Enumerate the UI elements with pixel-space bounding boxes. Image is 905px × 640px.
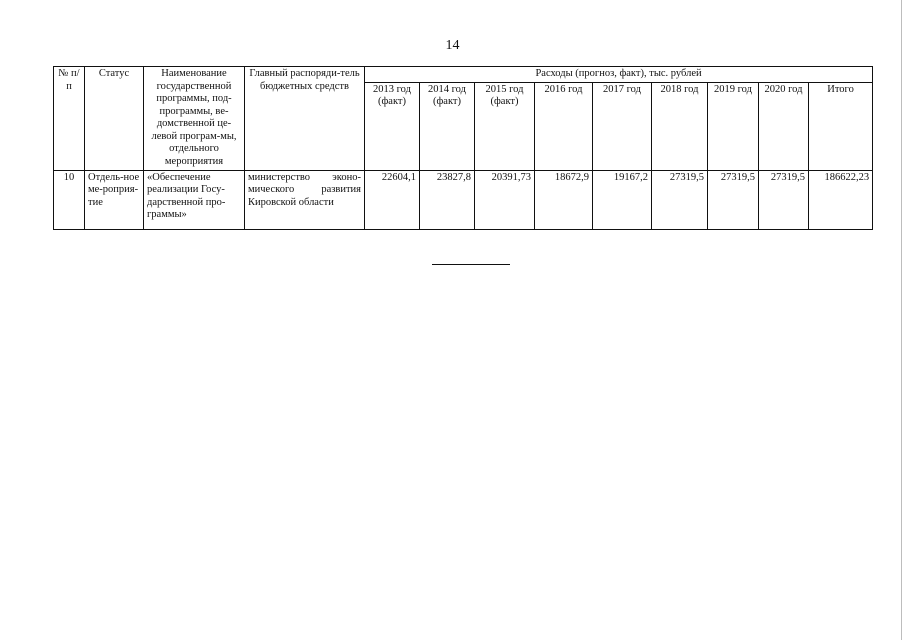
cell-value-2015: 20391,73 <box>475 170 535 229</box>
cell-manager: министерство эконо-мического развития Кировской области <box>245 170 365 229</box>
header-name: Наименование государственной программы, под-программы, ве-домственной це-левой програм-мы, отдельного мероприятия <box>144 67 245 171</box>
cell-value-2013: 22604,1 <box>365 170 420 229</box>
table-row <box>54 170 873 229</box>
header-expenses: Расходы (прогноз, факт), тыс. рублей <box>365 67 873 83</box>
end-rule-divider <box>432 264 510 265</box>
header-row-top <box>54 67 873 83</box>
header-manager: Главный распоряди-тель бюджетных средств <box>245 67 365 171</box>
cell-value-2020: 27319,5 <box>759 170 809 229</box>
cell-status: Отдель-ное ме-роприя-тие <box>85 170 144 229</box>
cell-value-2019: 27319,5 <box>708 170 759 229</box>
header-total: Итого <box>809 82 873 170</box>
budget-table <box>53 66 873 230</box>
header-num: № п/п <box>54 67 85 171</box>
cell-name: «Обеспечение реализации Госу-дарственной про-граммы» <box>144 170 245 229</box>
header-year-2017: 2017 год <box>593 82 652 170</box>
cell-value-2016: 18672,9 <box>535 170 593 229</box>
cell-value-total: 186622,23 <box>809 170 873 229</box>
page-number: 14 <box>445 38 460 53</box>
page-edge-line <box>901 0 902 640</box>
cell-value-2018: 27319,5 <box>652 170 708 229</box>
cell-value-2014: 23827,8 <box>420 170 475 229</box>
header-year-2015: 2015 год (факт) <box>475 82 535 170</box>
cell-value-2017: 19167,2 <box>593 170 652 229</box>
header-year-2019: 2019 год <box>708 82 759 170</box>
header-year-2013: 2013 год (факт) <box>365 82 420 170</box>
header-status: Статус <box>85 67 144 171</box>
header-year-2020: 2020 год <box>759 82 809 170</box>
header-year-2018: 2018 год <box>652 82 708 170</box>
header-year-2016: 2016 год <box>535 82 593 170</box>
header-year-2014: 2014 год (факт) <box>420 82 475 170</box>
cell-num: 10 <box>54 170 85 229</box>
